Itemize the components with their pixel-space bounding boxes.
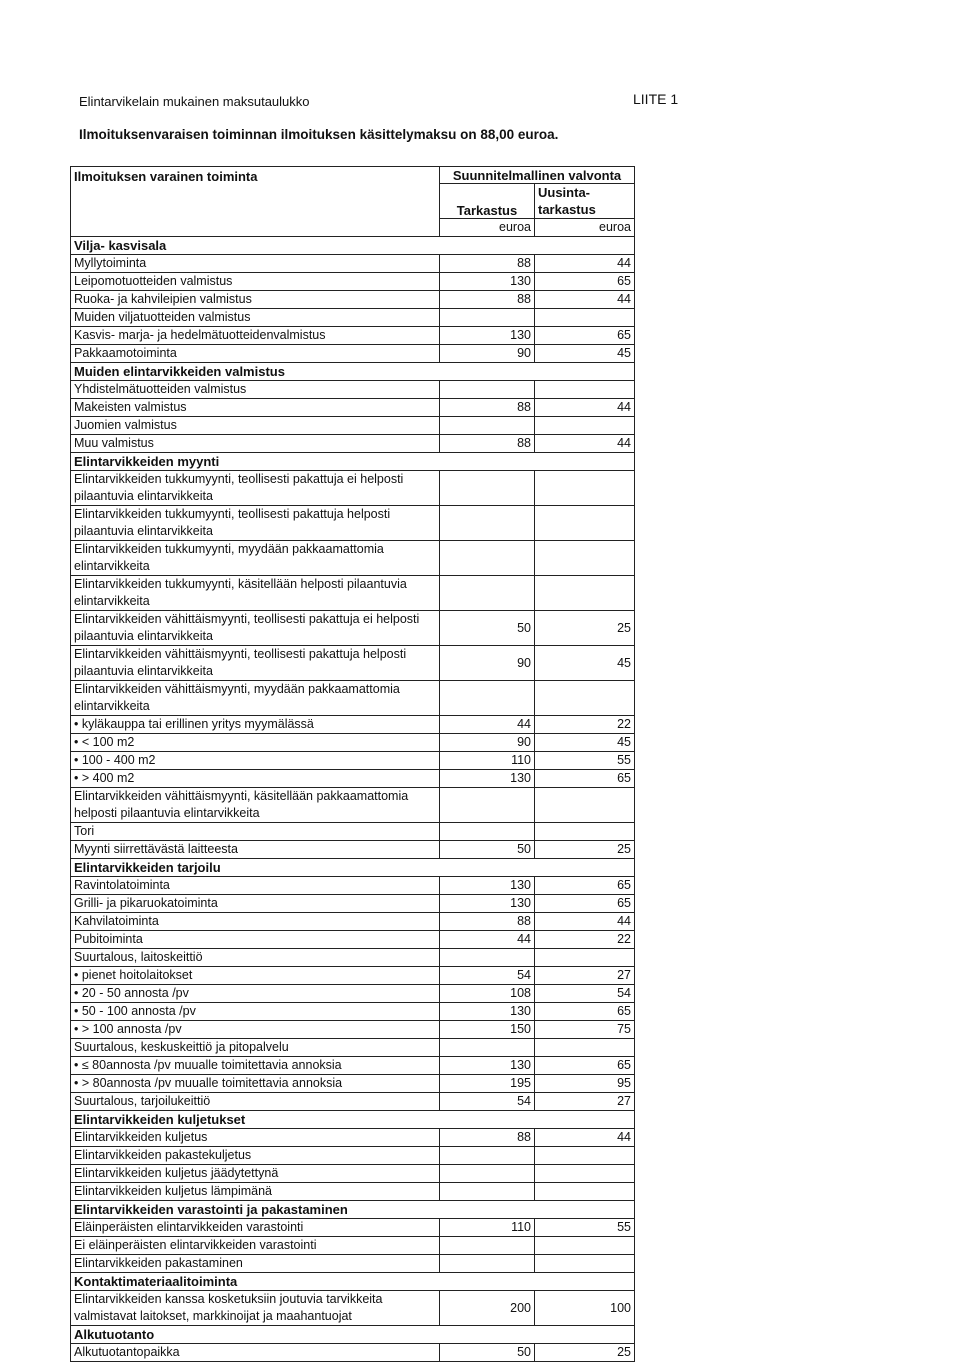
section-heading: Kontaktimateriaalitoiminta — [71, 1273, 635, 1291]
table-row — [71, 291, 635, 309]
fee-table — [70, 166, 635, 1362]
activity-label: Eläinperäisten elintarvikkeiden varastointi — [71, 1219, 440, 1237]
activity-label: Elintarvikkeiden kuljetus jäädytettynä — [71, 1165, 440, 1183]
activity-label: • 20 - 50 annosta /pv — [71, 985, 440, 1003]
recheck-fee: 65 — [535, 770, 635, 788]
recheck-fee — [535, 1165, 635, 1183]
activity-label: Elintarvikkeiden vähittäismyynti, käsitellään pakkaamattomia helposti pilaantuvia elintarvikkeita — [71, 788, 440, 823]
activity-label: Myllytoiminta — [71, 255, 440, 273]
table-row — [71, 841, 635, 859]
recheck-fee: 22 — [535, 931, 635, 949]
activity-label: Elintarvikkeiden kanssa kosketuksiin joutuvia tarvikkeita valmistavat laitokset, markkinoijat ja maahantuojat — [71, 1291, 440, 1326]
activity-label: Suurtalous, keskuskeittiö ja pitopalvelu — [71, 1039, 440, 1057]
inspection-fee — [440, 541, 535, 576]
activity-label: Juomien valmistus — [71, 417, 440, 435]
inspection-fee: 90 — [440, 734, 535, 752]
recheck-fee — [535, 576, 635, 611]
section-row — [71, 363, 635, 381]
table-row — [71, 345, 635, 363]
inspection-fee — [440, 1237, 535, 1255]
activity-label: Elintarvikkeiden kuljetus — [71, 1129, 440, 1147]
table-row — [71, 1255, 635, 1273]
recheck-fee: 44 — [535, 291, 635, 309]
activity-label: Pubitoiminta — [71, 931, 440, 949]
inspection-fee: 44 — [440, 931, 535, 949]
recheck-fee — [535, 1183, 635, 1201]
activity-label: • > 400 m2 — [71, 770, 440, 788]
inspection-fee: 54 — [440, 967, 535, 985]
inspection-fee: 130 — [440, 895, 535, 913]
recheck-fee: 25 — [535, 841, 635, 859]
document-title: Elintarvikelain mukainen maksutaulukko — [79, 94, 310, 109]
inspection-fee: 130 — [440, 1057, 535, 1075]
recheck-fee: 65 — [535, 895, 635, 913]
recheck-fee: 75 — [535, 1021, 635, 1039]
inspection-fee: 110 — [440, 752, 535, 770]
table-row — [71, 1237, 635, 1255]
recheck-fee: 95 — [535, 1075, 635, 1093]
table-row — [71, 646, 635, 681]
table-row — [71, 1147, 635, 1165]
activity-label: Muu valmistus — [71, 435, 440, 453]
activity-label: Pakkaamotoiminta — [71, 345, 440, 363]
table-row — [71, 309, 635, 327]
recheck-fee: 65 — [535, 1057, 635, 1075]
inspection-fee — [440, 309, 535, 327]
inspection-header: Tarkastus — [440, 184, 535, 219]
inspection-fee: 50 — [440, 841, 535, 859]
inspection-fee — [440, 417, 535, 435]
recheck-fee — [535, 541, 635, 576]
table-row — [71, 541, 635, 576]
activity-label: • kyläkauppa tai erillinen yritys myymälässä — [71, 716, 440, 734]
activity-label: Muiden viljatuotteiden valmistus — [71, 309, 440, 327]
table-row — [71, 752, 635, 770]
recheck-fee: 65 — [535, 273, 635, 291]
table-row — [71, 967, 635, 985]
activity-label: Elintarvikkeiden vähittäismyynti, teollisesti pakattuja ei helposti pilaantuvia elintarvikkeita — [71, 611, 440, 646]
inspection-fee — [440, 788, 535, 823]
table-row — [71, 471, 635, 506]
activity-label: Elintarvikkeiden pakastekuljetus — [71, 1147, 440, 1165]
table-row — [71, 327, 635, 345]
inspection-fee: 150 — [440, 1021, 535, 1039]
recheck-fee: 55 — [535, 752, 635, 770]
section-row — [71, 1273, 635, 1291]
activity-label: • pienet hoitolaitokset — [71, 967, 440, 985]
table-row — [71, 255, 635, 273]
activity-label: • > 80annosta /pv muualle toimitettavia annoksia — [71, 1075, 440, 1093]
table-row — [71, 1183, 635, 1201]
activity-label: • < 100 m2 — [71, 734, 440, 752]
recheck-fee — [535, 788, 635, 823]
activity-label: • > 100 annosta /pv — [71, 1021, 440, 1039]
inspection-fee — [440, 1165, 535, 1183]
section-heading: Vilja- kasvisala — [71, 237, 635, 255]
planned-supervision-header: Suunnitelmallinen valvonta — [440, 167, 635, 184]
inspection-fee: 195 — [440, 1075, 535, 1093]
activity-label: Elintarvikkeiden tukkumyynti, teollisesti pakattuja ei helposti pilaantuvia elintarvikkeita — [71, 471, 440, 506]
recheck-fee — [535, 1147, 635, 1165]
activity-label: Myynti siirrettävästä laitteesta — [71, 841, 440, 859]
recheck-fee: 44 — [535, 399, 635, 417]
table-row — [71, 716, 635, 734]
inspection-fee: 130 — [440, 1003, 535, 1021]
recheck-fee: 65 — [535, 877, 635, 895]
table-row — [71, 770, 635, 788]
activity-label: Alkutuotantopaikka — [71, 1344, 440, 1362]
table-row — [71, 788, 635, 823]
inspection-fee: 130 — [440, 327, 535, 345]
recheck-fee — [535, 309, 635, 327]
table-row — [71, 399, 635, 417]
activity-label: Makeisten valmistus — [71, 399, 440, 417]
section-heading: Muiden elintarvikkeiden valmistus — [71, 363, 635, 381]
inspection-fee: 110 — [440, 1219, 535, 1237]
table-row — [71, 734, 635, 752]
recheck-fee — [535, 1255, 635, 1273]
activity-label: Ruoka- ja kahvileipien valmistus — [71, 291, 440, 309]
activity-label: • 100 - 400 m2 — [71, 752, 440, 770]
table-row — [71, 1291, 635, 1326]
recheck-fee — [535, 823, 635, 841]
recheck-fee: 45 — [535, 646, 635, 681]
recheck-fee: 44 — [535, 913, 635, 931]
recheck-fee: 54 — [535, 985, 635, 1003]
inspection-fee: 130 — [440, 273, 535, 291]
recheck-fee: 25 — [535, 611, 635, 646]
table-row — [71, 1165, 635, 1183]
activity-label: • 50 - 100 annosta /pv — [71, 1003, 440, 1021]
table-row — [71, 435, 635, 453]
recheck-fee: 27 — [535, 967, 635, 985]
recheck-fee: 45 — [535, 734, 635, 752]
recheck-fee: 25 — [535, 1344, 635, 1362]
activity-label: Yhdistelmätuotteiden valmistus — [71, 381, 440, 399]
section-heading: Elintarvikkeiden varastointi ja pakastaminen — [71, 1201, 635, 1219]
recheck-fee: 55 — [535, 1219, 635, 1237]
section-row — [71, 859, 635, 877]
recheck-header: Uusinta-tarkastus — [535, 184, 635, 219]
inspection-fee: 130 — [440, 877, 535, 895]
table-row — [71, 1075, 635, 1093]
inspection-fee — [440, 1183, 535, 1201]
inspection-fee: 54 — [440, 1093, 535, 1111]
recheck-fee: 44 — [535, 1129, 635, 1147]
activity-label: Leipomotuotteiden valmistus — [71, 273, 440, 291]
recheck-fee: 100 — [535, 1291, 635, 1326]
inspection-fee — [440, 681, 535, 716]
inspection-fee — [440, 381, 535, 399]
activity-label: Elintarvikkeiden tukkumyynti, myydään pakkaamattomia elintarvikkeita — [71, 541, 440, 576]
recheck-fee — [535, 681, 635, 716]
table-row — [71, 877, 635, 895]
table-row — [71, 681, 635, 716]
inspection-fee: 50 — [440, 611, 535, 646]
recheck-fee — [535, 1237, 635, 1255]
recheck-fee: 44 — [535, 255, 635, 273]
recheck-fee: 22 — [535, 716, 635, 734]
recheck-fee — [535, 381, 635, 399]
unit-label: euroa — [535, 219, 635, 237]
recheck-fee — [535, 471, 635, 506]
activity-label: Elintarvikkeiden vähittäismyynti, teollisesti pakattuja helposti pilaantuvia elintarvikkeita — [71, 646, 440, 681]
inspection-fee — [440, 1039, 535, 1057]
fee-note: Ilmoituksenvaraisen toiminnan ilmoituksen käsittelymaksu on 88,00 euroa. — [79, 127, 559, 142]
inspection-fee: 44 — [440, 716, 535, 734]
inspection-fee: 88 — [440, 291, 535, 309]
inspection-fee: 90 — [440, 646, 535, 681]
activity-label: Elintarvikkeiden kuljetus lämpimänä — [71, 1183, 440, 1201]
recheck-fee: 44 — [535, 435, 635, 453]
section-row — [71, 237, 635, 255]
inspection-fee: 130 — [440, 770, 535, 788]
recheck-fee — [535, 949, 635, 967]
table-row — [71, 1039, 635, 1057]
inspection-fee: 88 — [440, 255, 535, 273]
recheck-fee: 65 — [535, 1003, 635, 1021]
recheck-fee — [535, 417, 635, 435]
activity-column-header: Ilmoituksen varainen toiminta — [71, 167, 440, 237]
fee-rows — [71, 237, 635, 1362]
inspection-fee — [440, 471, 535, 506]
activity-label: Elintarvikkeiden vähittäismyynti, myydään pakkaamattomia elintarvikkeita — [71, 681, 440, 716]
recheck-fee — [535, 506, 635, 541]
table-row — [71, 381, 635, 399]
table-row — [71, 1003, 635, 1021]
section-heading: Alkutuotanto — [71, 1326, 635, 1344]
table-row — [71, 1057, 635, 1075]
table-row — [71, 576, 635, 611]
inspection-fee: 88 — [440, 1129, 535, 1147]
inspection-fee — [440, 823, 535, 841]
activity-label: Suurtalous, tarjoilukeittiö — [71, 1093, 440, 1111]
table-row — [71, 949, 635, 967]
table-row — [71, 1219, 635, 1237]
inspection-fee — [440, 1255, 535, 1273]
table-row — [71, 417, 635, 435]
section-heading: Elintarvikkeiden kuljetukset — [71, 1111, 635, 1129]
inspection-fee: 88 — [440, 399, 535, 417]
activity-label: Elintarvikkeiden tukkumyynti, teollisesti pakattuja helposti pilaantuvia elintarvikkeita — [71, 506, 440, 541]
table-row — [71, 1021, 635, 1039]
table-row — [71, 913, 635, 931]
inspection-fee — [440, 949, 535, 967]
recheck-fee: 65 — [535, 327, 635, 345]
inspection-fee: 88 — [440, 913, 535, 931]
activity-label: Ei eläinperäisten elintarvikkeiden varastointi — [71, 1237, 440, 1255]
table-row — [71, 1344, 635, 1362]
inspection-fee: 88 — [440, 435, 535, 453]
recheck-fee: 27 — [535, 1093, 635, 1111]
section-heading: Elintarvikkeiden tarjoilu — [71, 859, 635, 877]
activity-label: Ravintolatoiminta — [71, 877, 440, 895]
table-row — [71, 823, 635, 841]
attachment-label: LIITE 1 — [633, 91, 679, 107]
recheck-fee — [535, 1039, 635, 1057]
inspection-fee — [440, 506, 535, 541]
section-row — [71, 1326, 635, 1344]
section-heading: Elintarvikkeiden myynti — [71, 453, 635, 471]
activity-label: Kahvilatoiminta — [71, 913, 440, 931]
activity-label: Kasvis- marja- ja hedelmätuotteidenvalmistus — [71, 327, 440, 345]
section-row — [71, 1111, 635, 1129]
table-row — [71, 985, 635, 1003]
table-row — [71, 1129, 635, 1147]
inspection-fee — [440, 1147, 535, 1165]
table-row — [71, 273, 635, 291]
activity-label: • ≤ 80annosta /pv muualle toimitettavia annoksia — [71, 1057, 440, 1075]
table-row — [71, 1093, 635, 1111]
inspection-fee: 50 — [440, 1344, 535, 1362]
recheck-fee: 45 — [535, 345, 635, 363]
activity-label: Elintarvikkeiden tukkumyynti, käsitellään helposti pilaantuvia elintarvikkeita — [71, 576, 440, 611]
inspection-fee — [440, 576, 535, 611]
activity-label: Elintarvikkeiden pakastaminen — [71, 1255, 440, 1273]
table-row — [71, 611, 635, 646]
unit-label: euroa — [440, 219, 535, 237]
table-row — [71, 506, 635, 541]
inspection-fee: 108 — [440, 985, 535, 1003]
table-row — [71, 931, 635, 949]
activity-label: Grilli- ja pikaruokatoiminta — [71, 895, 440, 913]
section-row — [71, 1201, 635, 1219]
activity-label: Suurtalous, laitoskeittiö — [71, 949, 440, 967]
activity-label: Tori — [71, 823, 440, 841]
table-row — [71, 895, 635, 913]
inspection-fee: 200 — [440, 1291, 535, 1326]
inspection-fee: 90 — [440, 345, 535, 363]
section-row — [71, 453, 635, 471]
